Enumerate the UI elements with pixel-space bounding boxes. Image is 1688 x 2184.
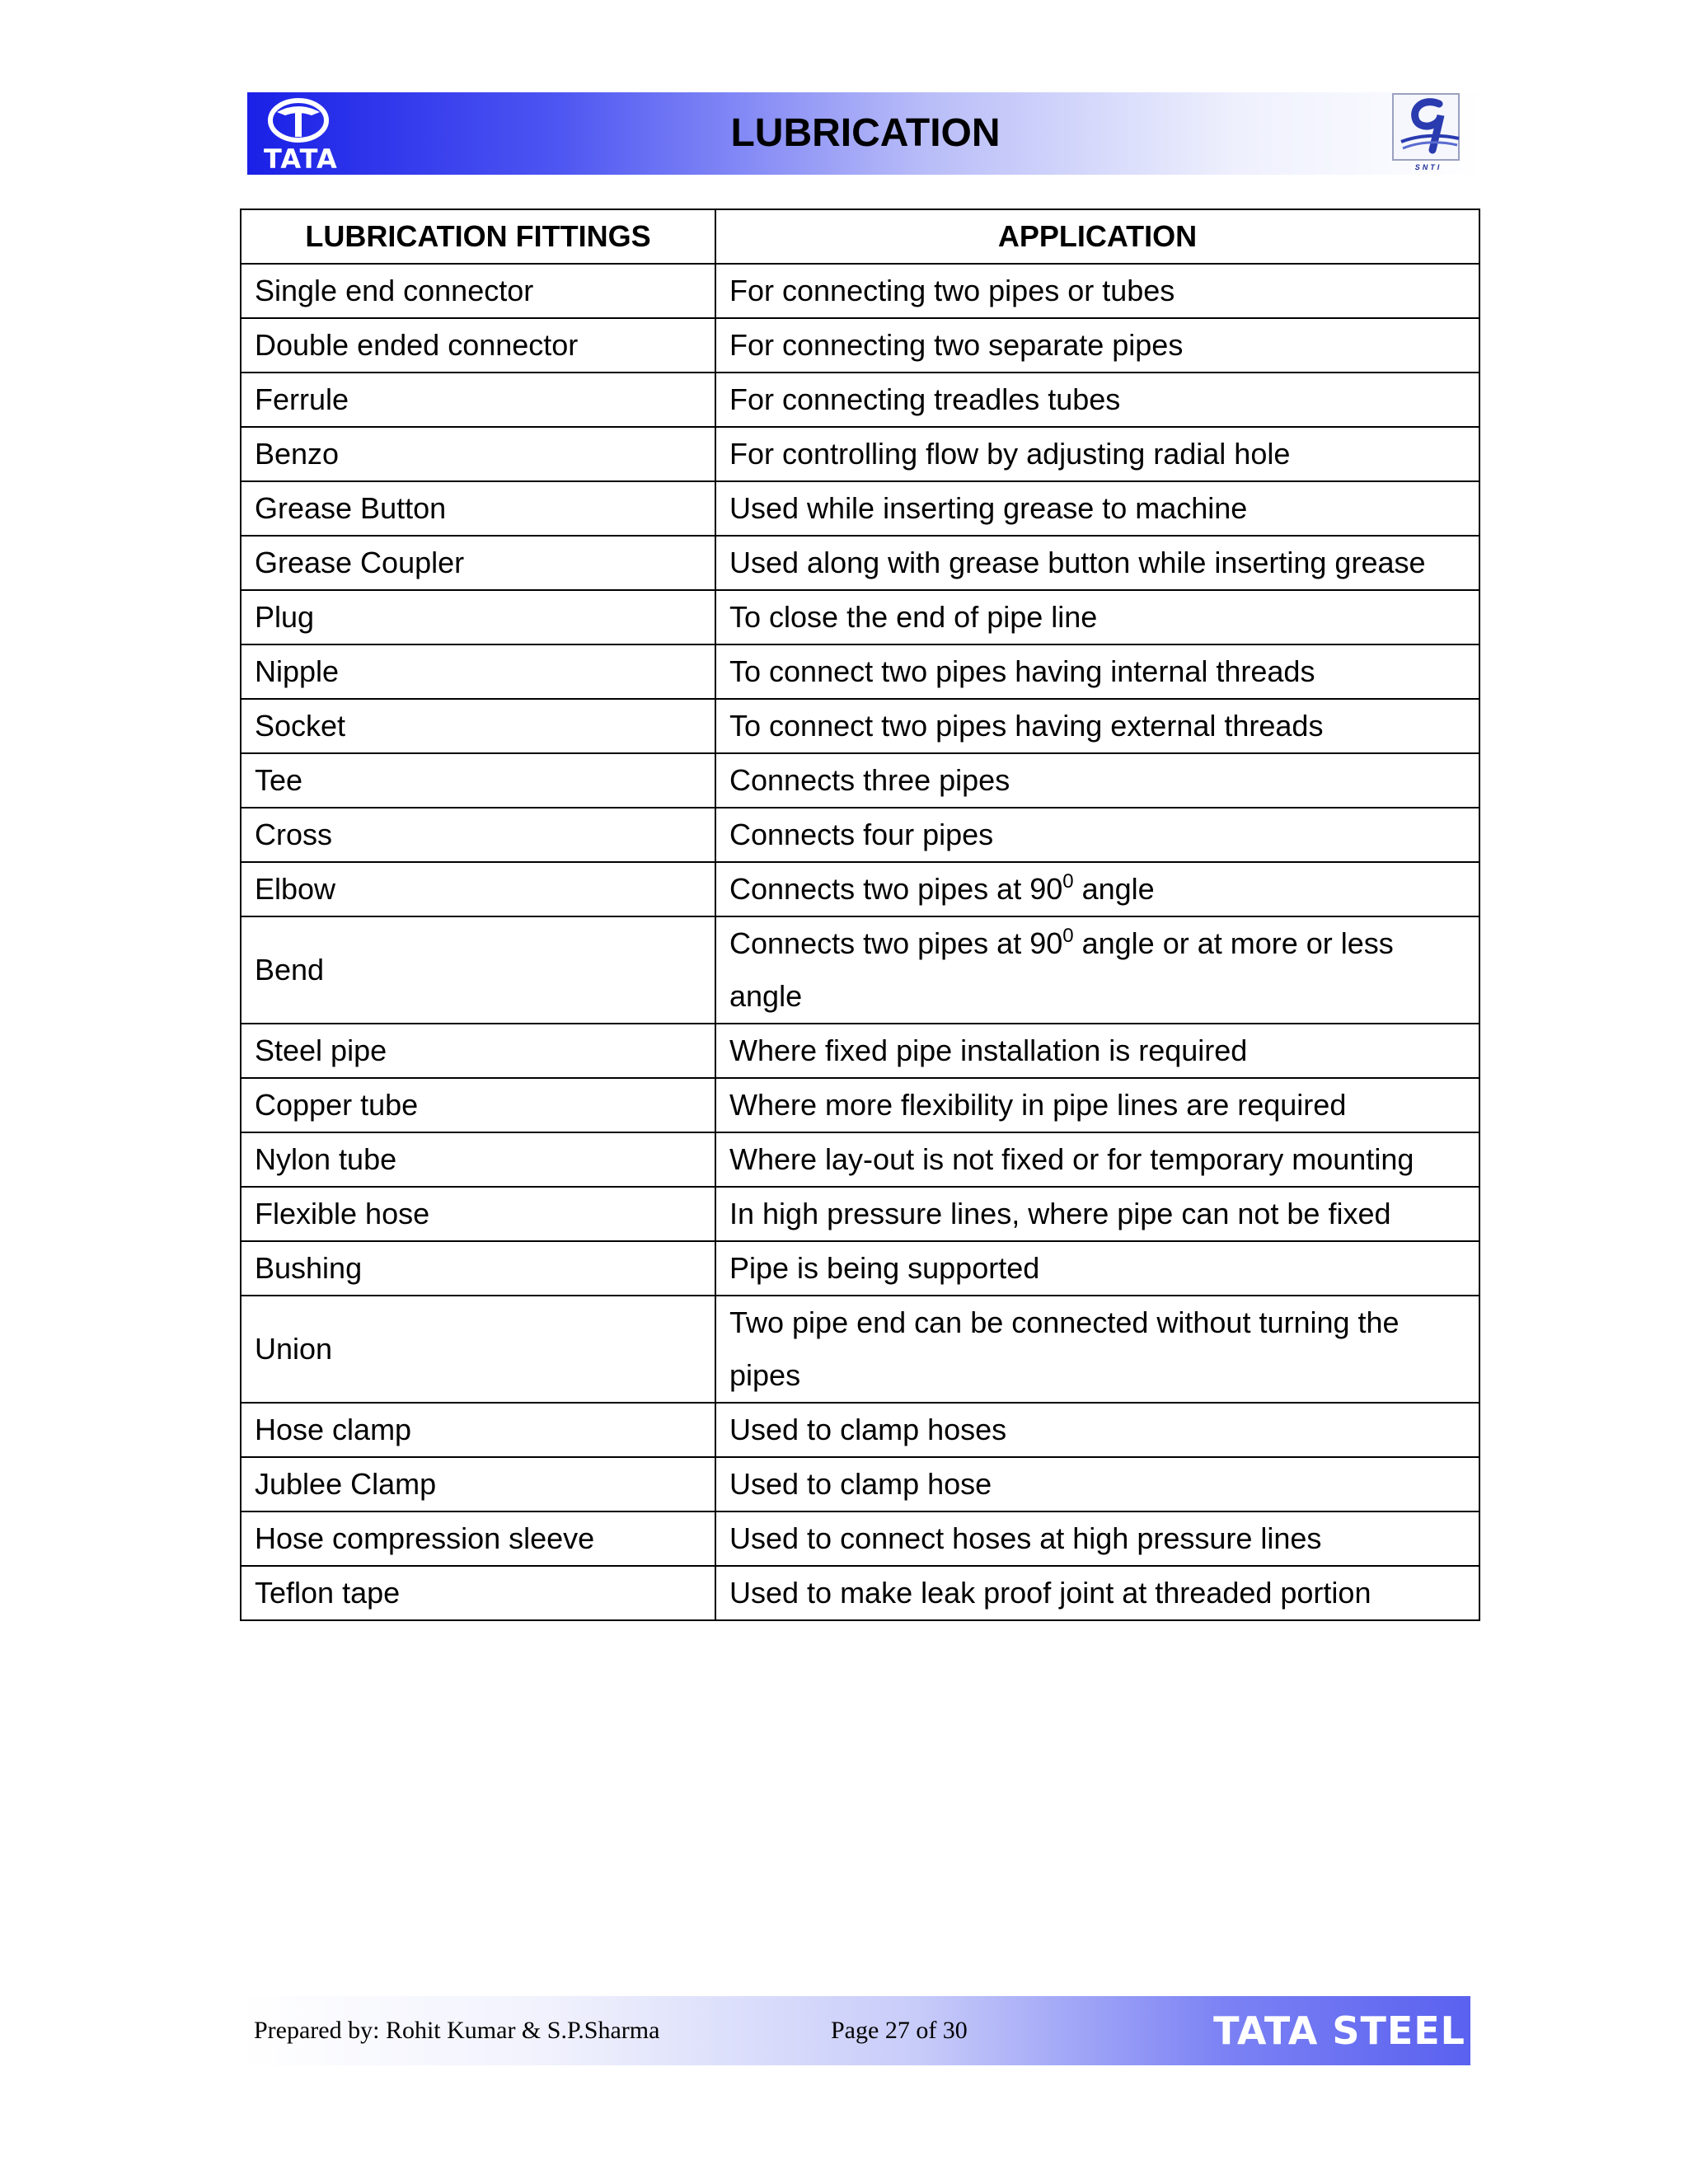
application-cell: In high pressure lines, where pipe can not be fixed: [715, 1187, 1479, 1241]
application-cell: Used along with grease button while inserting grease: [715, 536, 1479, 590]
page-title: LUBRICATION: [730, 111, 1001, 155]
application-cell: Used to make leak proof joint at threaded portion: [715, 1566, 1479, 1620]
table-row: [241, 1024, 1479, 1078]
application-cell: Used to clamp hose: [715, 1457, 1479, 1511]
snti-logo-text: SNTI: [1414, 163, 1442, 171]
table-row: [241, 1511, 1479, 1566]
fitting-cell: Teflon tape: [241, 1566, 715, 1620]
prepared-by-text: Prepared by: Rohit Kumar & S.P.Sharma: [254, 2017, 660, 2044]
table-row: [241, 1296, 1479, 1403]
application-cell: Used while inserting grease to machine: [715, 481, 1479, 536]
application-cell: Two pipe end can be connected without turning the pipes: [715, 1296, 1479, 1403]
application-cell: Where more flexibility in pipe lines are required: [715, 1078, 1479, 1132]
fitting-cell: Nylon tube: [241, 1132, 715, 1187]
application-cell: Used to clamp hoses: [715, 1403, 1479, 1457]
table-row: [241, 536, 1479, 590]
fitting-cell: Union: [241, 1296, 715, 1403]
application-text: angle or at more or less angle: [729, 926, 1394, 1013]
column-header-fittings: LUBRICATION FITTINGS: [241, 209, 715, 264]
application-cell: Used to connect hoses at high pressure lines: [715, 1511, 1479, 1566]
table-row: [241, 699, 1479, 753]
table-row: [241, 590, 1479, 644]
application-text: angle: [1073, 872, 1155, 906]
table-row: [241, 753, 1479, 808]
fitting-cell: Socket: [241, 699, 715, 753]
table-row: [241, 1187, 1479, 1241]
table-row: [241, 1241, 1479, 1296]
table-row: [241, 481, 1479, 536]
header-banner: [247, 92, 1484, 175]
fitting-cell: Copper tube: [241, 1078, 715, 1132]
fitting-cell: Benzo: [241, 427, 715, 481]
fitting-cell: Bend: [241, 916, 715, 1024]
table-row: [241, 1078, 1479, 1132]
tata-logo-text: TATA: [264, 143, 338, 175]
table-row: [241, 427, 1479, 481]
application-text: Connects two pipes at 90: [729, 872, 1063, 906]
table-row: [241, 318, 1479, 373]
application-cell: Where lay-out is not fixed or for temporary mounting: [715, 1132, 1479, 1187]
fitting-cell: Double ended connector: [241, 318, 715, 373]
lubrication-fittings-table: [240, 209, 1480, 1621]
application-cell: For connecting treadles tubes: [715, 373, 1479, 427]
application-cell: To close the end of pipe line: [715, 590, 1479, 644]
application-cell: Where fixed pipe installation is required: [715, 1024, 1479, 1078]
fitting-cell: Nipple: [241, 644, 715, 699]
fitting-cell: Elbow: [241, 862, 715, 916]
application-cell: Connects four pipes: [715, 808, 1479, 862]
column-header-application: APPLICATION: [715, 209, 1479, 264]
snti-emblem-icon: [1391, 92, 1465, 163]
fitting-cell: Plug: [241, 590, 715, 644]
table-row: [241, 373, 1479, 427]
application-cell: To connect two pipes having internal threads: [715, 644, 1479, 699]
table-row: [241, 644, 1479, 699]
application-cell: For controlling flow by adjusting radial hole: [715, 427, 1479, 481]
snti-logo-icon: [1391, 92, 1474, 175]
degree-superscript: 0: [1062, 870, 1074, 893]
fitting-cell: Bushing: [241, 1241, 715, 1296]
application-text: Connects two pipes at 90: [729, 926, 1063, 960]
fitting-cell: Tee: [241, 753, 715, 808]
table-row: [241, 1403, 1479, 1457]
fitting-cell: Jublee Clamp: [241, 1457, 715, 1511]
fitting-cell: Ferrule: [241, 373, 715, 427]
fitting-cell: Single end connector: [241, 264, 715, 318]
table-row: [241, 862, 1479, 916]
fitting-cell: Hose clamp: [241, 1403, 715, 1457]
application-cell: For connecting two separate pipes: [715, 318, 1479, 373]
table-row: [241, 264, 1479, 318]
application-cell: Pipe is being supported: [715, 1241, 1479, 1296]
fitting-cell: Grease Button: [241, 481, 715, 536]
table-row: [241, 1457, 1479, 1511]
application-cell: [715, 916, 1479, 1024]
table-row: [241, 916, 1479, 1024]
fitting-cell: Steel pipe: [241, 1024, 715, 1078]
degree-superscript: 0: [1062, 925, 1074, 947]
table-header-row: [241, 209, 1479, 264]
fitting-cell: Cross: [241, 808, 715, 862]
application-cell: To connect two pipes having external threads: [715, 699, 1479, 753]
fitting-cell: Grease Coupler: [241, 536, 715, 590]
fitting-cell: Flexible hose: [241, 1187, 715, 1241]
page-number: Page 27 of 30: [831, 2017, 968, 2044]
tata-steel-logo-icon: TATA STEEL: [1213, 2008, 1465, 2053]
footer-banner: [239, 1996, 1470, 2065]
table-row: [241, 1566, 1479, 1620]
application-cell: For connecting two pipes or tubes: [715, 264, 1479, 318]
fitting-cell: Hose compression sleeve: [241, 1511, 715, 1566]
application-cell: [715, 862, 1479, 916]
table-row: [241, 1132, 1479, 1187]
application-cell: Connects three pipes: [715, 753, 1479, 808]
table-row: [241, 808, 1479, 862]
